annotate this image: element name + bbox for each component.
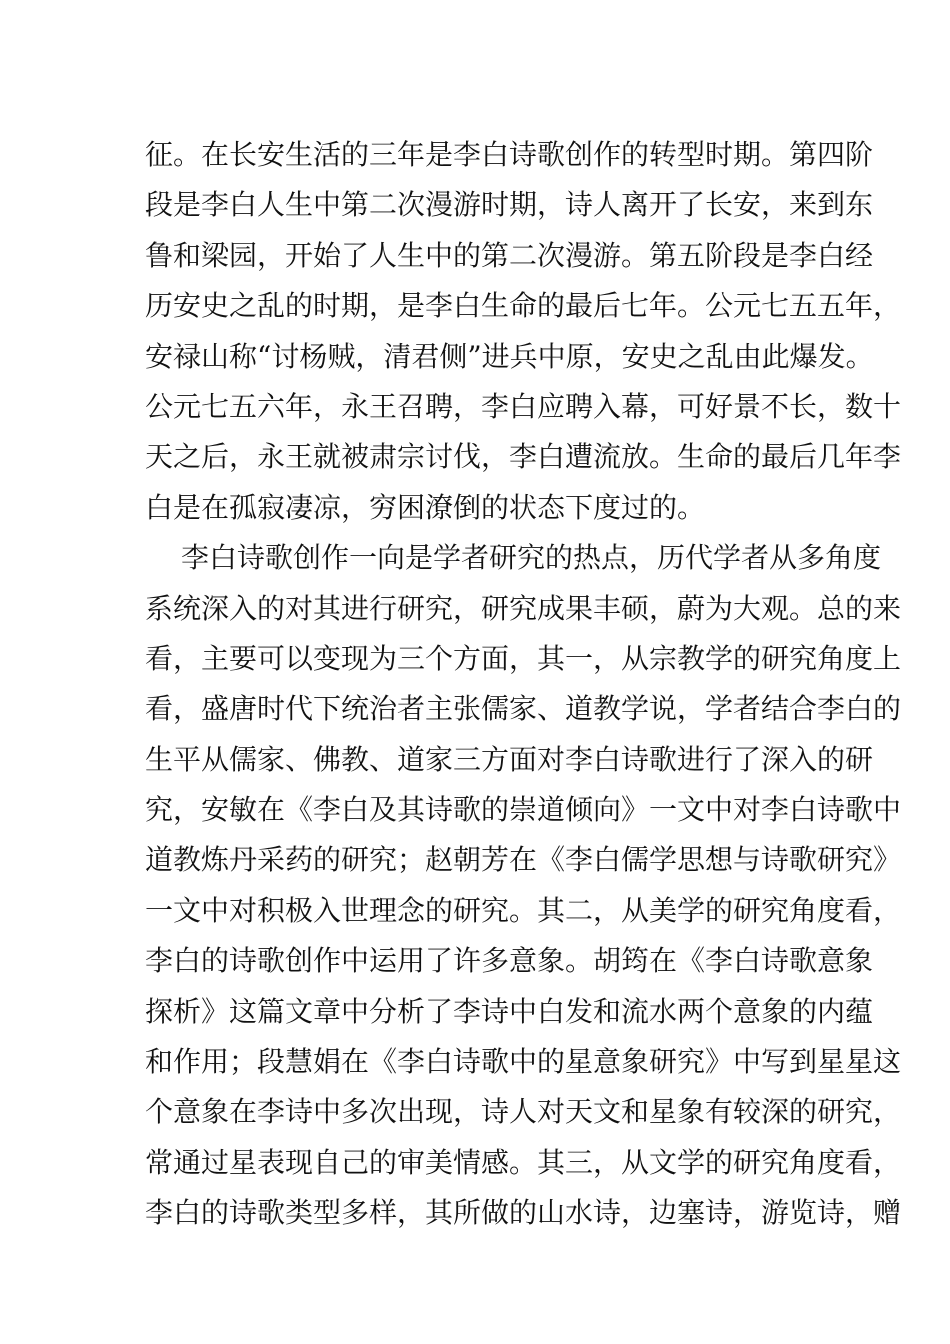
text-line: 一文中对积极入世理念的研究。其二，从美学的研究角度看， — [145, 893, 902, 927]
body-text — [145, 130, 902, 1239]
text-line: 鲁和梁园，开始了人生中的第二次漫游。第五阶段是李白经 — [145, 238, 874, 272]
text-line: 生平从儒家、佛教、道家三方面对李白诗歌进行了深入的研 — [145, 742, 874, 776]
text-line: 段是李白人生中第二次漫游时期，诗人离开了长安，来到东 — [145, 188, 874, 222]
text-line: 系统深入的对其进行研究，研究成果丰硕，蔚为大观。总的来 — [145, 591, 902, 625]
text-line: 李白诗歌创作一向是学者研究的热点，历代学者从多角度 — [181, 541, 882, 575]
text-line: 和作用；段慧娟在《李白诗歌中的星意象研究》中写到星星这 — [145, 1045, 902, 1079]
text-line: 历安史之乱的时期，是李白生命的最后七年。公元七五五年， — [145, 289, 902, 323]
paragraph-2 — [145, 533, 902, 1238]
text-line: 天之后，永王就被肃宗讨伐，李白遭流放。生命的最后几年李 — [145, 440, 902, 474]
text-line: 探析》这篇文章中分析了李诗中白发和流水两个意象的内蕴 — [145, 994, 874, 1028]
text-line: 究，安敏在《李白及其诗歌的崇道倾向》一文中对李白诗歌中 — [145, 793, 902, 827]
text-line: 李白的诗歌类型多样，其所做的山水诗，边塞诗，游览诗，赠 — [145, 1196, 902, 1230]
text-line: 李白的诗歌创作中运用了许多意象。胡筠在《李白诗歌意象 — [145, 944, 874, 978]
paragraph-1 — [145, 130, 902, 533]
text-line: 公元七五六年，永王召聘，李白应聘入幕，可好景不长，数十 — [145, 389, 902, 423]
text-line: 常通过星表现自己的审美情感。其三，从文学的研究角度看， — [145, 1145, 902, 1179]
text-line: 看，盛唐时代下统治者主张儒家、道教学说，学者结合李白的 — [145, 692, 902, 726]
text-line: 征。在长安生活的三年是李白诗歌创作的转型时期。第四阶 — [145, 138, 874, 171]
text-line: 道教炼丹采药的研究；赵朝芳在《李白儒学思想与诗歌研究》 — [145, 843, 902, 877]
text-line: 个意象在李诗中多次出现，诗人对天文和星象有较深的研究， — [145, 1095, 902, 1129]
text-line: 看，主要可以变现为三个方面，其一，从宗教学的研究角度上 — [145, 641, 902, 675]
text-line: 安禄山称“讨杨贼，清君侧”进兵中原，安史之乱由此爆发。 — [145, 339, 874, 373]
text-line: 白是在孤寂凄凉，穷困潦倒的状态下度过的。 — [145, 490, 706, 524]
